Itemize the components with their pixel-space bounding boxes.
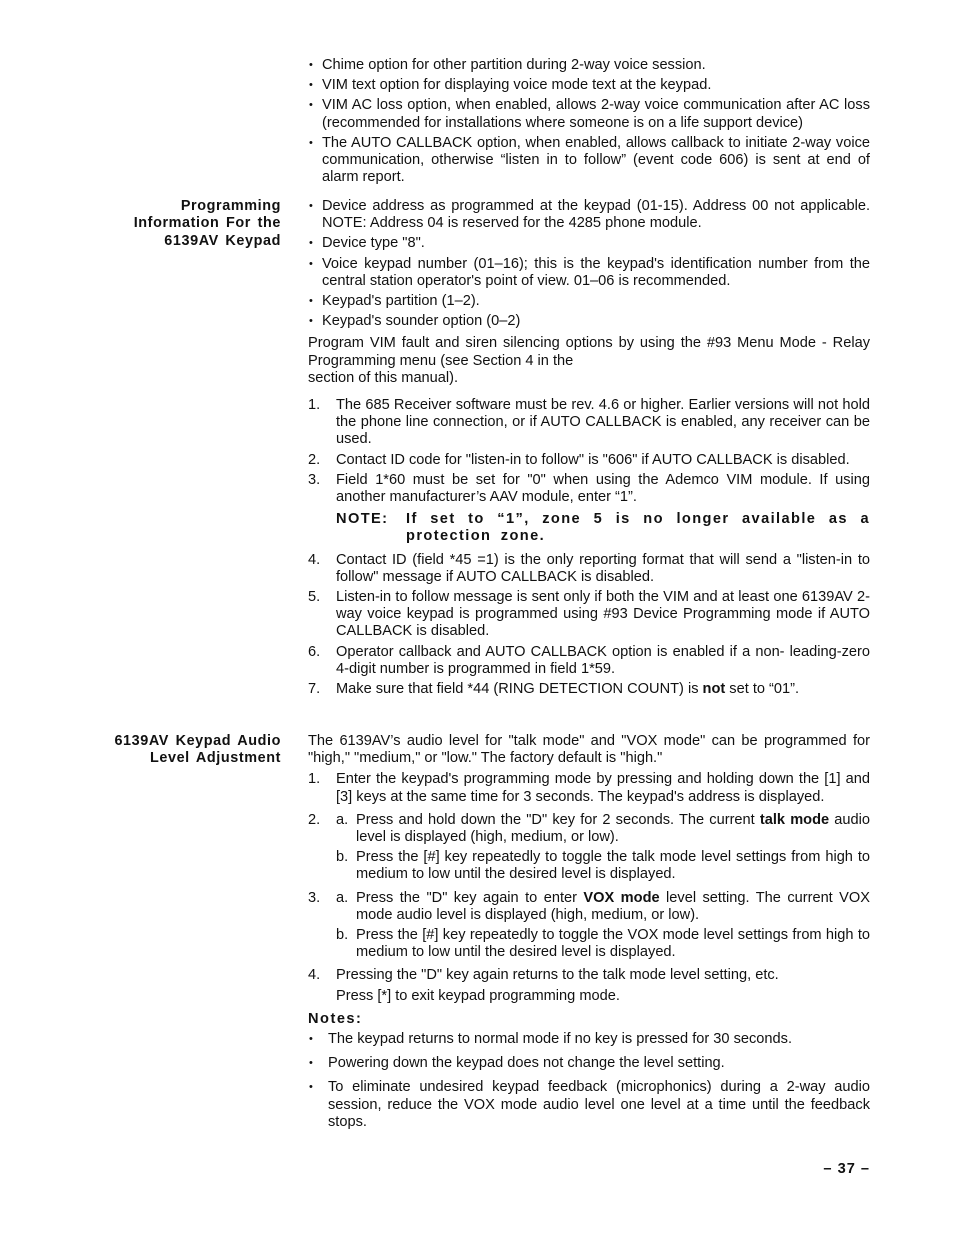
intro-bullets [308,57,870,189]
paragraph: The 6139AV’s audio level for "talk mode" and "VOX mode" can be programmed for "high," "medium," or "low." The factory default is "high." [308,733,870,767]
list-item: 2. Contact ID code for "listen-in to follow" is "606" if AUTO CALLBACK is disabled. [308,451,850,468]
list-item: • The AUTO CALLBACK option, when enabled, allows callback to initiate 2-way voice communication, otherwise “listen in to follow” (event code 606) is sent at end of alarm report. [309,134,870,186]
list-item: • The keypad returns to normal mode if no key is pressed for 30 seconds. [309,1031,792,1048]
list-item: • To eliminate undesired keypad feedback (microphonics) during a 2-way audio session, reduce the VOX mode audio level one level at a time until the feedback stops. [309,1079,870,1130]
section-heading-audio-level: 6139AV Keypad Audio Level Adjustment [114,733,281,767]
list-item: • VIM text option for displaying voice mode text at the keypad. [309,77,712,94]
list-item: • VIM AC loss option, when enabled, allows 2-way voice communication after AC loss (recommended for installations where someone is on a life support device) [309,97,870,131]
list-item: 3. a. Press the "D" key again to enter VOX mode level setting. The current VOX mode audio level is displayed (high, medium, or low). b. Press the [#] key repeatedly to toggle the VOX mode level settings from high to medium to low until the desired level is displayed. [308,889,870,961]
section-audio-body [308,733,870,1138]
section-programming-body [308,198,870,701]
list-item: • Chime option for other partition during 2-way voice session. [309,57,706,73]
list-item: 2. a. Press and hold down the "D" key for 2 seconds. The current talk mode audio level is displayed (high, medium, or low). b. Press the [#] key repeatedly to toggle the talk mode level settings from high to medium to low until the desired level is displayed. [308,811,871,883]
list-item: 4. Pressing the "D" key again returns to the talk mode level setting, etc. Press [*] to exit keypad programming mode. [308,967,779,1004]
list-item: • Voice keypad number (01–16); this is the keypad's identification number from the central station operator's point of view. 01–06 is recommended. [309,255,870,289]
list-item: • Keypad's sounder option (0–2) [309,313,521,330]
list-item: 3. Field 1*60 must be set for "0" when using the Ademco VIM module. If using another manufacturer’s AAV module, enter “1”. [308,471,870,506]
list-item: 5. Listen-in to follow message is sent only if both the VIM and at least one 6139AV 2-way voice keypad is programmed using #93 Device Programming mode if AUTO CALLBACK is disabled. [308,589,870,640]
list-item: • Device type "8". [309,235,425,252]
section-heading-programming: Programming Information For the 6139AV Keypad [133,198,281,249]
page-number: – 37 – [823,1161,870,1177]
list-item: 6. Operator callback and AUTO CALLBACK option is enabled if a non- leading-zero 4-digit number is programmed in field 1*59. [308,643,870,677]
list-item: 7. Make sure that field *44 (RING DETECTION COUNT) is not set to “01”. [308,681,800,698]
paragraph: Program VIM fault and siren silencing options by using the #93 Menu Mode - Relay Programming menu (see Section 4 in the section of this manual). [308,335,870,386]
notes-heading: Notes: [308,1010,363,1027]
list-item: • Device address as programmed at the keypad (01-15). Address 00 not applicable. NOTE: Address 04 is reserved for the 4285 phone module. [309,198,870,232]
list-item: 1. Enter the keypad's programming mode by pressing and holding down the [1] and [3] keys at the same time for 3 seconds. The keypad's address is displayed. [308,771,870,805]
list-item: 1. The 685 Receiver software must be rev. 4.6 or higher. Earlier versions will not hold the phone line connection, or if AUTO CALLBACK is enabled, any receiver can be used. [308,397,870,448]
list-item: • Keypad's partition (1–2). [309,293,480,310]
list-item: • Powering down the keypad does not change the level setting. [309,1055,725,1072]
list-item: 4. Contact ID (field *45 =1) is the only reporting format that will send a "listen-in to follow" message if AUTO CALLBACK is disabled. [308,551,870,585]
note-block: NOTE: If set to “1”, zone 5 is no longer available as a protection zone. [336,511,870,545]
